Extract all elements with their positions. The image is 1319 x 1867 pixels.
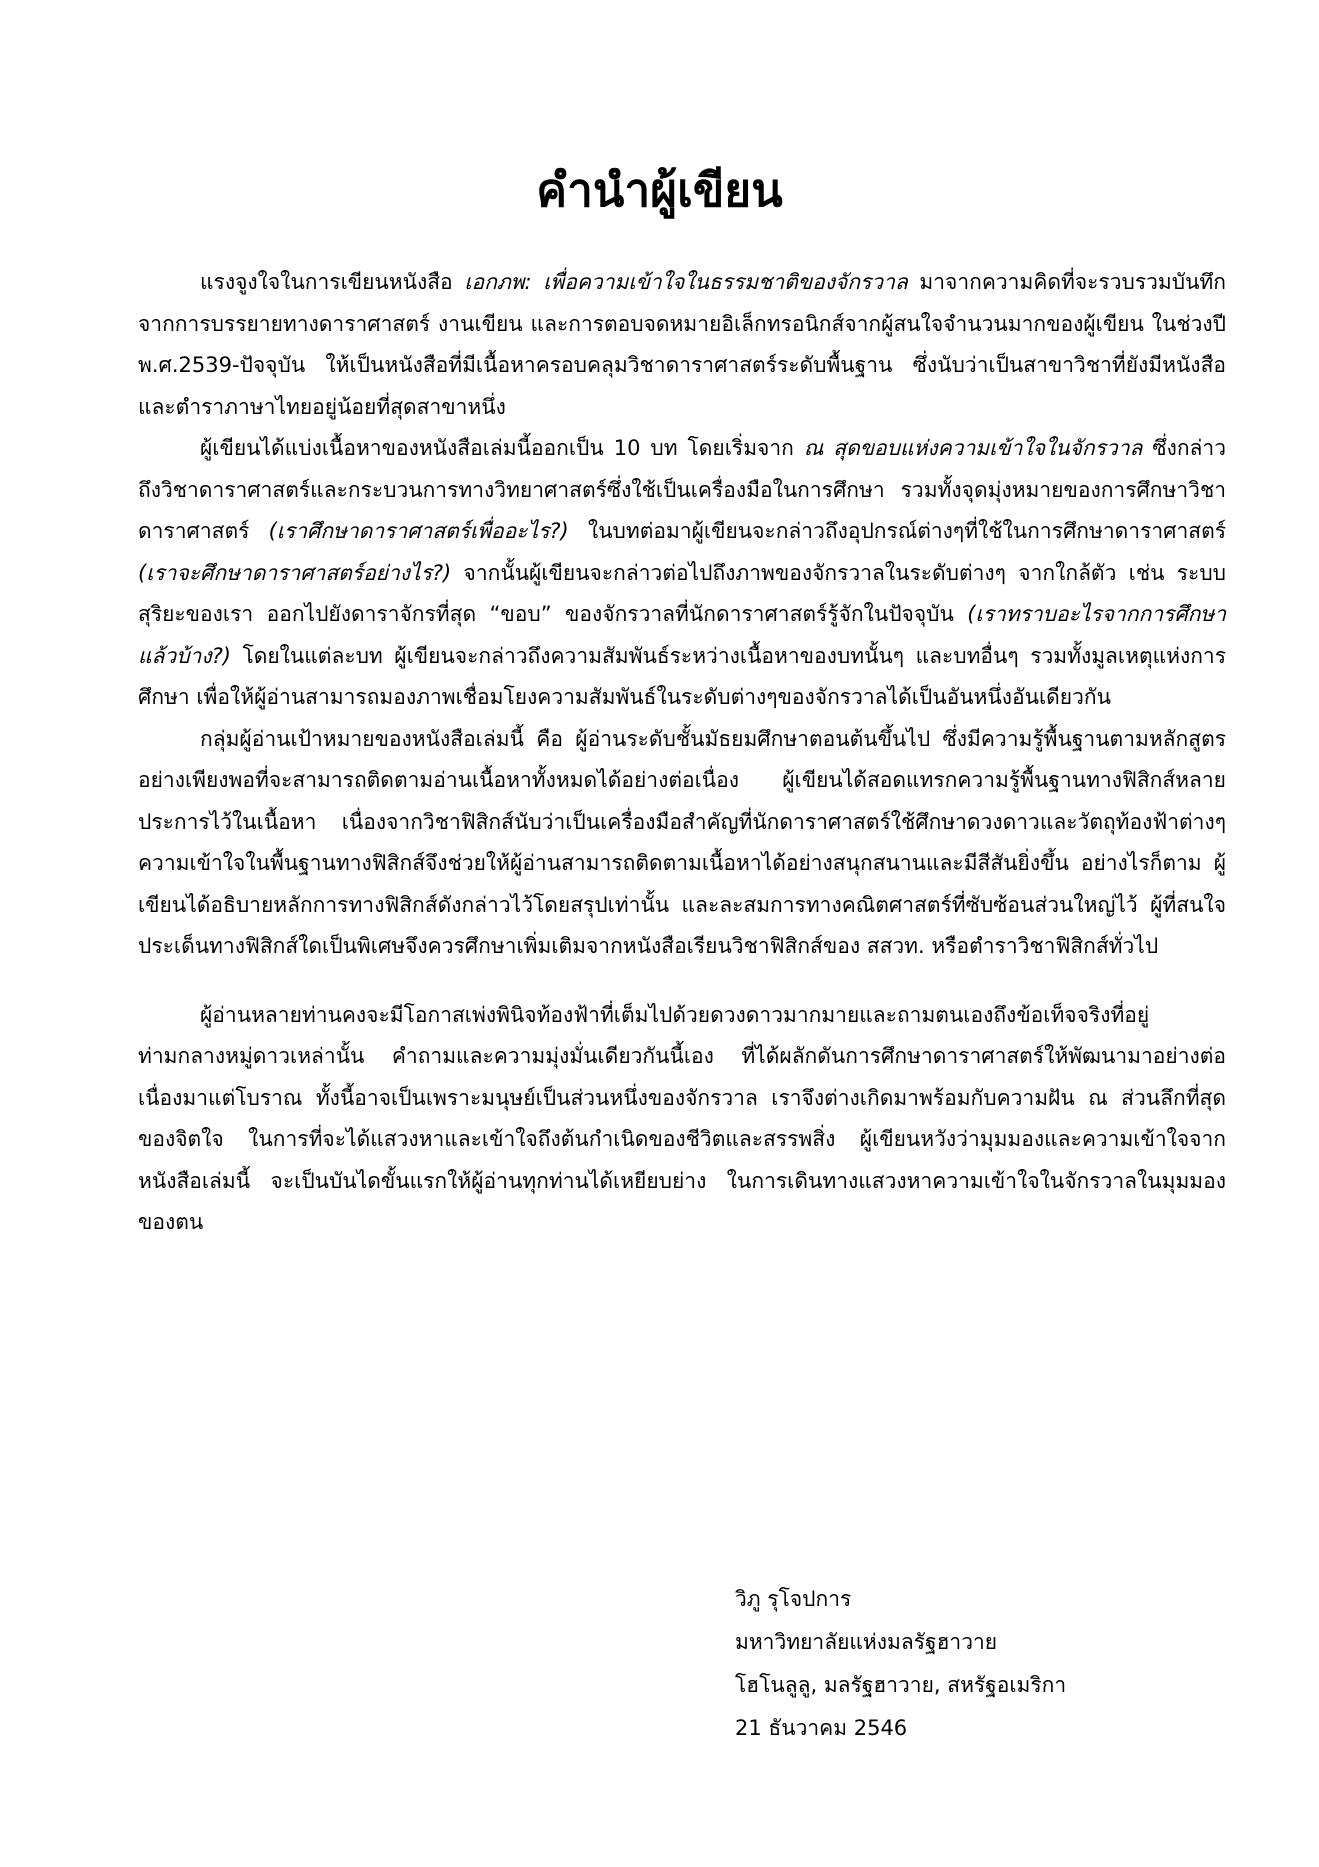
paragraph-motivation: แรงจูงใจในการเขียนหนังสือ เอกภพ: เพื่อความเข้าใจในธรรมชาติของจักรวาล มาจากความคิดที่จะรวบรวมบันทึกจากการบรรยายทางดาราศาสตร์ งานเขียน และการตอบจดหมายอิเล็กทรอนิกส์จากผู้สนใจจำนวนมากของผู้เขียน ในช่วงปี พ.ศ.2539-ปัจจุบัน ให้เป็นหนังสือที่มีเนื้อหาครอบคลุมวิชาดาราศาสตร์ระดับพื้นฐาน ซึ่งนับว่าเป็นสาขาวิชาที่ยังมีหนังสือและตำราภาษาไทยอยู่น้อยที่สุดสาขาหนึ่ง xyxy=(138,270,1226,419)
paragraph-audience: กลุ่มผู้อ่านเป้าหมายของหนังสือเล่มนี้ คือ ผู้อ่านระดับชั้นมัธยมศึกษาตอนต้นขึ้นไป ซึ่งมีความรู้พื้นฐานตามหลักสูตรอย่างเพียงพอที่จะสามารถติดตามอ่านเนื้อหาทั้งหมดได้อย่างต่อเนื่อง ผู้เขียนได้สอดแทรกความรู้พื้นฐานทางฟิสิกส์หลายประการไว้ในเนื้อหา เนื่องจากวิชาฟิสิกส์นับว่าเป็นเครื่องมือสำคัญที่นักดาราศาสตร์ใช้ศึกษาดวงดาวและวัตถุท้องฟ้าต่างๆ ความเข้าใจในพื้นฐานทางฟิสิกส์จึงช่วยให้ผู้อ่านสามารถติดตามเนื้อหาได้อย่างสนุกสนานและมีสีสันยิ่งขึ้น อย่างไรก็ตาม ผู้เขียนได้อธิบายหลักการทางฟิสิกส์ดังกล่าวไว้โดยสรุปเท่านั้น และละสมการทางคณิตศาสตร์ที่ซับซ้อนส่วนใหญ่ไว้ ผู้ที่สนใจประเด็นทางฟิสิกส์ใดเป็นพิเศษจึงควรศึกษาเพิ่มเติมจากหนังสือเรียนวิชาฟิสิกส์ของ สสวท. หรือตำราวิชาฟิสิกส์ทั่วไป xyxy=(138,726,1226,958)
page-title: คำนำผู้เขียน xyxy=(536,163,783,217)
paragraph-closing: ผู้อ่านหลายท่านคงจะมีโอกาสเพ่งพินิจท้องฟ้าที่เต็มไปด้วยดวงดาวมากมายและถามตนเองถึงข้อเท็จจริงที่อยู่ท่ามกลางหมู่ดาวเหล่านั้น คำถามและความมุ่งมั่นเดียวกันนี้เอง ที่ได้ผลักดันการศึกษาดาราศาสตร์ให้พัฒนามาอย่างต่อเนื่องมาแต่โบราณ ทั้งนี้อาจเป็นเพราะมนุษย์เป็นส่วนหนึ่งของจักรวาล เราจึงต่างเกิดมาพร้อมกับความฝัน ณ ส่วนลึกที่สุดของจิตใจ ในการที่จะได้แสวงหาและเข้าใจถึงต้นกำเนิดของชีวิตและสรรพสิ่ง ผู้เขียนหวังว่ามุมมองและความเข้าใจจากหนังสือเล่มนี้ จะเป็นบันไดขั้นแรกให้ผู้อ่านทุกท่านได้เหยียบย่าง ในการเดินทางแสวงหาความเข้าใจในจักรวาลในมุมมองของตน xyxy=(138,1002,1226,1234)
question-how: (เราจะศึกษาดาราศาสตร์อย่างไร?) xyxy=(138,560,452,585)
paragraph-structure: ผู้เขียนได้แบ่งเนื้อหาของหนังสือเล่มนี้ออกเป็น 10 บท โดยเริ่มจาก ณ สุดขอบแห่งความเข้าใจในจักรวาล ซึ่งกล่าวถึงวิชาดาราศาสตร์และกระบวนการทางวิทยาศาสตร์ซึ่งใช้เป็นเครื่องมือในการศึกษา รวมทั้งจุดมุ่งหมายของการศึกษาวิชาดาราศาสตร์ (เราศึกษาดาราศาสตร์เพื่ออะไร?) ในบทต่อมาผู้เขียนจะกล่าวถึงอุปกรณ์ต่างๆที่ใช้ในการศึกษาดาราศาสตร์ (เราจะศึกษาดาราศาสตร์อย่างไร?) จากนั้นผู้เขียนจะกล่าวต่อไปถึงภาพของจักรวาลในระดับต่างๆ จากใกล้ตัว เช่น ระบบสุริยะของเรา ออกไปยังดาราจักรที่สุด “ขอบ” ของจักรวาลที่นักดาราศาสตร์รู้จักในปัจจุบัน (เราทราบอะไรจากการศึกษาแล้วบ้าง?) โดยในแต่ละบท ผู้เขียนจะกล่าวถึงความสัมพันธ์ระหว่างเนื้อหาของบทนั้นๆ และบทอื่นๆ รวมทั้งมูลเหตุแห่งการศึกษา เพื่อให้ผู้อ่านสามารถมองภาพเชื่อมโยงความสัมพันธ์ในระดับต่างๆของจักรวาลได้เป็นอันหนึ่งอันเดียวกัน xyxy=(138,436,1226,709)
author-name: วิภู รุโจปการ xyxy=(735,1587,852,1611)
preface-body xyxy=(138,262,1226,1244)
question-what: (เราทราบอะไรจากการศึกษาแล้วบ้าง?) xyxy=(138,602,1226,668)
preface-date: 21 ธันวาคม 2546 xyxy=(735,1716,908,1740)
author-location: โฮโนลูลู, มลรัฐฮาวาย, สหรัฐอเมริกา xyxy=(735,1673,1067,1697)
signature-block xyxy=(735,1578,1066,1750)
question-why: (เราศึกษาดาราศาสตร์เพื่ออะไร?) xyxy=(268,519,569,543)
book-title: เอกภพ: เพื่อความเข้าใจในธรรมชาติของจักรวาล xyxy=(464,270,908,294)
author-institution: มหาวิทยาลัยแห่งมลรัฐฮาวาย xyxy=(735,1630,998,1654)
chapter-title: ณ สุดขอบแห่งความเข้าใจในจักรวาล xyxy=(803,436,1143,460)
